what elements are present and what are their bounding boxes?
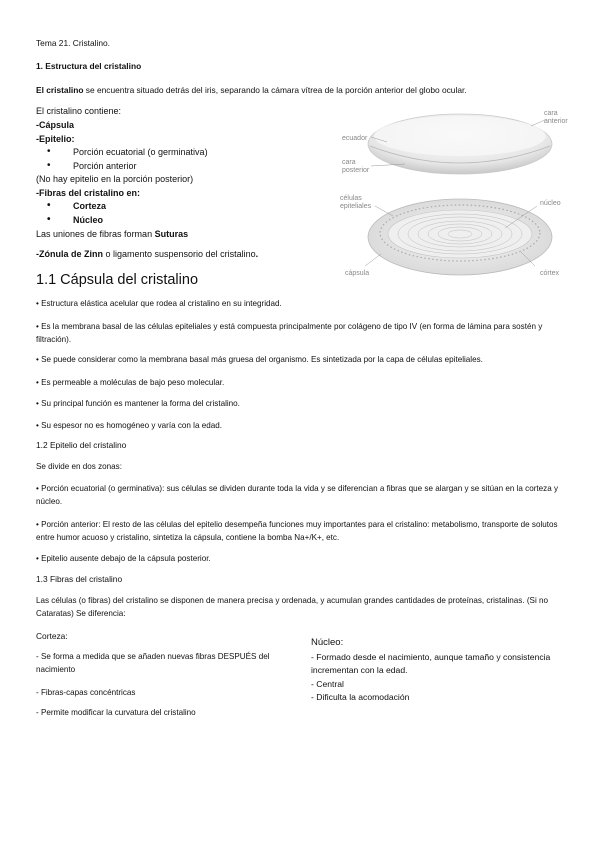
- section-1-3-heading: 1.3 Fibras del cristalino: [36, 574, 123, 584]
- document-title: Tema 21. Cristalino.: [36, 38, 111, 48]
- epitelio-list: [73, 145, 208, 173]
- no-epitelio-note: (No hay epitelio en la porción posterior): [36, 174, 194, 184]
- contains-line: El cristalino contiene:: [36, 106, 122, 116]
- zonula-line: [36, 249, 258, 259]
- uniones-text: Las uniones de fibras forman: [36, 229, 155, 239]
- label-cara-anterior-2: anterior: [544, 118, 568, 125]
- section-1-heading: 1. Estructura del cristalino: [36, 61, 142, 71]
- fibras-item: -Fibras del cristalino en:: [36, 188, 141, 198]
- nucleo-title: Núcleo:: [311, 637, 344, 648]
- corteza-title: Corteza:: [36, 631, 68, 641]
- epitelio-paragraph-3: • Epitelio ausente debajo de la cápsula posterior.: [36, 554, 211, 563]
- label-celulas-epiteliales-2: epiteliales: [340, 203, 372, 210]
- label-cara-posterior-1: cara: [342, 159, 356, 166]
- capsula-bullet-4: • Es permeable a moléculas de bajo peso molecular.: [36, 378, 225, 387]
- lens-section-view: [368, 199, 552, 275]
- intro-bold: El cristalino: [36, 85, 84, 95]
- epitelio-intro: Se divide en dos zonas:: [36, 462, 122, 471]
- section-1-1-heading: 1.1 Cápsula del cristalino: [36, 272, 199, 288]
- label-nucleo: núcleo: [540, 200, 561, 207]
- lens-side-view: [368, 114, 552, 174]
- intro-rest: se encuentra situado detrás del iris, separando la cámara vítrea de la porción anterior del globo ocular.: [83, 85, 467, 95]
- list-item: • Porción anterior: [73, 159, 208, 173]
- capsula-bullet-3: • Se puede considerar como la membrana basal más gruesa del organismo. Es sintetizada por la capa de células epiteliales.: [36, 355, 483, 364]
- capsula-bullet-6: • Su espesor no es homogéneo y varía con la edad.: [36, 421, 222, 430]
- label-ecuador: ecuador: [342, 135, 368, 142]
- epitelio-paragraph-1: • Porción ecuatorial (o germinativa): sus células se dividen durante toda la vida y se diferencian a fibras que se alargan y se sitúan en la corteza y núcleo.: [36, 484, 559, 506]
- corteza-item: - Se forma a medida que se añaden nuevas fibras DESPUÉS del nacimiento: [36, 652, 270, 674]
- lens-diagram: [335, 102, 580, 287]
- capsula-bullet-5: • Su principal función es mantener la forma del cristalino.: [36, 399, 240, 408]
- fibras-list: [73, 199, 106, 227]
- label-capsula: cápsula: [345, 270, 370, 277]
- capsula-bullet-2: • Es la membrana basal de las células epiteliales y está compuesta principalmente por colágeno de tipo IV (en forma de lámina para sostén y filtración).: [36, 322, 543, 344]
- corteza-item: - Fibras-capas concéntricas: [36, 688, 136, 697]
- section-1-intro: [36, 85, 467, 95]
- nucleo-item: - Dificulta la acomodación: [311, 692, 410, 702]
- fibras-intro: Las células (o fibras) del cristalino se disponen de manera precisa y ordenada, y acumulan grandes cantidades de proteínas, cristalinas. (Si no Cataratas) Se diferencia:: [36, 596, 548, 618]
- capsula-bullet-1: • Estructura elástica acelular que rodea al cristalino en su integridad.: [36, 299, 282, 308]
- corteza-item: - Permite modificar la curvatura del cristalino: [36, 708, 196, 717]
- list-item: • Porción ecuatorial (o germinativa): [73, 145, 208, 159]
- uniones-bold: Suturas: [154, 229, 189, 239]
- nucleo-item: - Central: [311, 679, 344, 689]
- nucleo-item: - Formado desde el nacimiento, aunque tamaño y consistencia incrementan con la edad.: [311, 652, 551, 675]
- label-cara-posterior-2: posterior: [342, 167, 370, 174]
- uniones-line: [36, 229, 188, 239]
- zonula-dot: .: [255, 249, 259, 259]
- zonula-bold: -Zónula de Zinn: [36, 249, 103, 259]
- section-1-2-heading: 1.2 Epitelio del cristalino: [36, 440, 127, 450]
- label-cortex: córtex: [540, 270, 560, 277]
- epitelio-paragraph-2: • Porción anterior: El resto de las células del epitelio desempeña funciones muy importantes para el cristalino: metabolismo, transporte de solutos entre humor acuoso y cristalino, sintetiza la cápsula, contiene la bomba Na+/K+, etc.: [36, 520, 558, 542]
- capsula-item: -Cápsula: [36, 120, 75, 130]
- epitelio-item: -Epitelio:: [36, 134, 75, 144]
- list-item: • Núcleo: [73, 213, 106, 227]
- zonula-rest: o ligamento suspensorio del cristalino: [103, 249, 256, 259]
- label-celulas-epiteliales-1: células: [340, 195, 362, 202]
- label-cara-anterior-1: cara: [544, 110, 558, 117]
- list-item: • Corteza: [73, 199, 106, 213]
